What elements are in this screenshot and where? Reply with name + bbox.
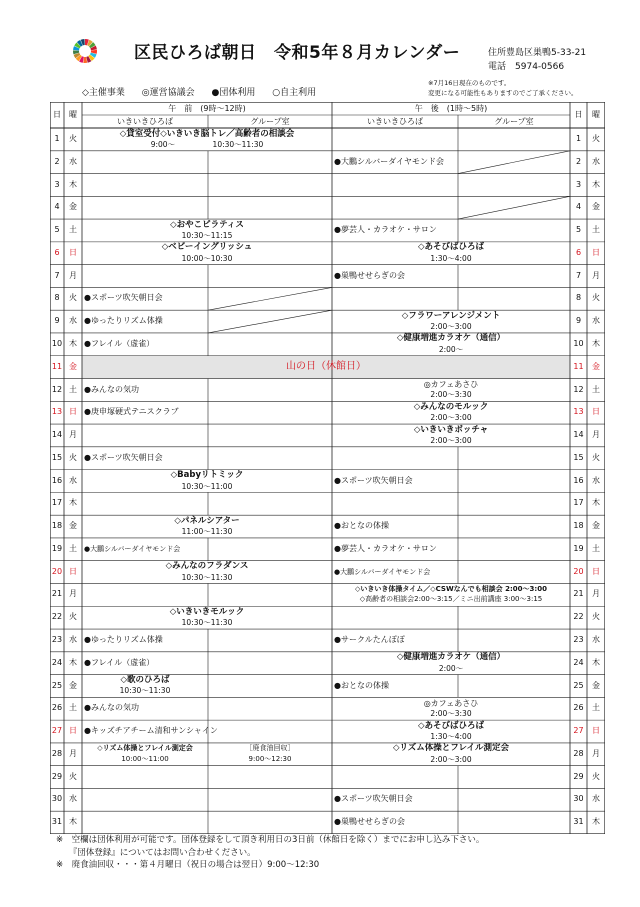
event-title: ◇あそびばひろば bbox=[417, 720, 485, 731]
event-time: 10:00～10:30 bbox=[181, 253, 233, 263]
day-number-right: 12 bbox=[573, 384, 584, 394]
header-pm-group: グループ室 bbox=[494, 117, 534, 126]
event-title: ●巣鴨せせらぎの会 bbox=[334, 270, 405, 280]
day-number: 25 bbox=[51, 680, 63, 690]
event-title: ◇ベビーイングリッシュ bbox=[161, 242, 253, 253]
page-title: 区民ひろば朝日 令和5年８月カレンダー bbox=[134, 43, 461, 63]
event-time: 11:00～11:30 bbox=[181, 527, 233, 537]
event-title: ●夢芸人・カラオケ・サロン bbox=[334, 225, 437, 235]
weekday: 金 bbox=[69, 521, 77, 531]
day-number: 17 bbox=[51, 498, 63, 508]
event-title: ●スポーツ吹矢朝日会 bbox=[84, 452, 163, 462]
legend-item-group: ●団体利用 bbox=[211, 88, 256, 98]
note-line: ※7月16日現在のものです。 bbox=[428, 79, 511, 87]
event-time: 10:30～11:30 bbox=[181, 572, 233, 582]
event-title: ◇歌のひろば bbox=[120, 675, 170, 686]
day-number-right: 29 bbox=[573, 771, 584, 781]
event-title: ◇健康増進カラオケ（通信） bbox=[396, 652, 506, 663]
event-title: ◇パネルシアター bbox=[174, 515, 240, 526]
weekday-right: 土 bbox=[592, 703, 600, 713]
header-am: 午 前 (9時～12時) bbox=[168, 104, 246, 113]
event-time: 9:00～ 10:30～11:30 bbox=[150, 139, 264, 149]
day-number: 14 bbox=[51, 430, 63, 440]
event-time: 10:30～11:15 bbox=[181, 230, 233, 240]
day-number: 10 bbox=[51, 338, 63, 348]
event-title: ●庚申塚硬式テニスクラブ bbox=[84, 407, 179, 417]
weekday: 水 bbox=[69, 316, 77, 326]
day-number-right: 30 bbox=[573, 794, 584, 804]
weekday-right: 火 bbox=[592, 771, 600, 781]
weekday: 金 bbox=[69, 202, 77, 212]
day-number-right: 3 bbox=[575, 179, 582, 189]
event-time: 2:00～3:00 bbox=[430, 413, 472, 423]
event-title: ◇フラワーアレンジメント bbox=[401, 310, 501, 321]
weekday-right: 月 bbox=[592, 748, 600, 758]
phone-number: 5974-0566 bbox=[515, 62, 565, 72]
note-line: 変更になる可能性もありますのでご了承ください。 bbox=[428, 89, 578, 97]
day-number-right: 31 bbox=[573, 817, 584, 827]
day-number-right: 7 bbox=[575, 270, 582, 280]
day-number: 13 bbox=[51, 407, 63, 417]
event-title: ●フレイル（虚雀） bbox=[84, 657, 155, 667]
day-number-right: 16 bbox=[573, 475, 584, 485]
day-number: 18 bbox=[51, 521, 63, 531]
footer-notes bbox=[56, 834, 484, 872]
weekday-right: 木 bbox=[592, 498, 600, 508]
event-title: ●サークルたんぽぽ bbox=[334, 635, 405, 645]
day-number-right: 23 bbox=[573, 635, 584, 645]
weekday: 金 bbox=[69, 680, 77, 690]
weekday-right: 日 bbox=[592, 247, 600, 257]
weekday-right: 金 bbox=[592, 521, 600, 531]
address-text: 住所豊島区巣鴨5-33-21 bbox=[488, 48, 587, 58]
event-time: 10:30～11:00 bbox=[181, 481, 233, 491]
event-time: 2:00～3:00 bbox=[430, 754, 472, 764]
weekday-right: 火 bbox=[592, 452, 600, 462]
day-number-right: 2 bbox=[575, 156, 582, 166]
weekday: 月 bbox=[69, 589, 77, 599]
event-title: ◇おやこピラティス bbox=[170, 219, 244, 230]
header-am-group: グループ室 bbox=[250, 117, 290, 126]
day-number: 15 bbox=[51, 452, 63, 462]
day-number-right: 14 bbox=[573, 430, 584, 440]
event-title: ◇みんなのフラダンス bbox=[165, 561, 249, 572]
weekday-right: 土 bbox=[592, 225, 600, 235]
footer-note: ※ 廃食油回収・・・第４月曜日（祝日の場合は翌日）9:00～12:30 bbox=[56, 860, 320, 870]
event-time: 2:00～3:30 bbox=[430, 390, 472, 400]
event-title: ◎カフェあさひ bbox=[423, 380, 479, 390]
weekday-right: 月 bbox=[592, 430, 600, 440]
legend-item-council: ◎運営協議会 bbox=[141, 88, 195, 98]
weekday-right: 水 bbox=[592, 635, 600, 645]
event-title: ●スポーツ吹矢朝日会 bbox=[334, 475, 413, 485]
weekday: 月 bbox=[69, 430, 77, 440]
header-day: 日 bbox=[53, 110, 61, 119]
day-number-right: 11 bbox=[573, 361, 584, 371]
weekday-right: 土 bbox=[592, 543, 600, 553]
day-number-right: 26 bbox=[573, 703, 584, 713]
day-number-right: 22 bbox=[573, 612, 584, 622]
day-number: 4 bbox=[54, 202, 60, 212]
header-weekday-right: 曜 bbox=[592, 110, 600, 119]
event-time: 2:00～ bbox=[438, 344, 464, 354]
weekday: 水 bbox=[69, 794, 77, 804]
day-number-right: 10 bbox=[573, 338, 584, 348]
weekday-right: 金 bbox=[592, 202, 600, 212]
day-number: 30 bbox=[51, 794, 63, 804]
weekday: 金 bbox=[69, 361, 77, 371]
weekday: 土 bbox=[69, 543, 77, 553]
event-time: 10:30～11:30 bbox=[119, 686, 171, 696]
day-number-right: 6 bbox=[575, 247, 582, 257]
weekday-right: 日 bbox=[592, 726, 600, 736]
event-title: ●みんなの気功 bbox=[84, 703, 139, 713]
event-time: 2:00～3:30 bbox=[430, 709, 472, 719]
event-title: ◇いきいきモルック bbox=[169, 606, 245, 617]
day-number: 31 bbox=[51, 817, 63, 827]
weekday-right: 水 bbox=[592, 316, 600, 326]
weekday-right: 水 bbox=[592, 794, 600, 804]
event-time: 10:00～11:00 bbox=[121, 754, 169, 763]
event-title: ●巣鴨せせらぎの会 bbox=[334, 817, 405, 827]
day-number: 2 bbox=[54, 156, 60, 166]
legend-item-self: ○自主利用 bbox=[272, 88, 317, 98]
weekday-right: 日 bbox=[592, 407, 600, 417]
day-number: 6 bbox=[54, 247, 60, 257]
weekday: 土 bbox=[69, 225, 77, 235]
day-number-right: 27 bbox=[573, 726, 584, 736]
header-am-ikiiki: いきいきひろば bbox=[117, 117, 173, 126]
weekday-right: 月 bbox=[592, 270, 600, 280]
weekday: 日 bbox=[69, 247, 77, 257]
event-title: ◇貸室受付◇いきいき脳トレ／高齢者の相談会 bbox=[119, 128, 295, 139]
weekday: 水 bbox=[69, 475, 77, 485]
event-title: ◇いきいきボッチャ bbox=[413, 424, 489, 435]
holiday-label: 山の日（休館日） bbox=[286, 360, 366, 372]
event-time: 2:00～3:00 bbox=[430, 435, 472, 445]
event-title: ◇いきいき体操タイム／◇CSWなんでも相談会 2:00～3:00 bbox=[355, 584, 547, 593]
event-time: 2:00～3:00 bbox=[430, 322, 472, 332]
event-time: 9:00～12:30 bbox=[248, 754, 292, 763]
day-number-right: 19 bbox=[573, 543, 584, 553]
weekday: 木 bbox=[69, 498, 77, 508]
update-note bbox=[428, 78, 578, 98]
weekday: 月 bbox=[69, 270, 77, 280]
day-number: 16 bbox=[51, 475, 63, 485]
weekday-right: 土 bbox=[592, 384, 600, 394]
weekday-right: 月 bbox=[592, 589, 600, 599]
weekday-right: 木 bbox=[592, 179, 600, 189]
event-title: ◇リズム体操とフレイル測定会 bbox=[97, 744, 193, 753]
day-number: 8 bbox=[54, 293, 60, 303]
day-number-right: 28 bbox=[573, 748, 584, 758]
weekday-right: 水 bbox=[592, 156, 600, 166]
weekday: 土 bbox=[69, 703, 77, 713]
event-title: ◇みんなのモルック bbox=[413, 401, 489, 412]
event-title: ●ゆったりリズム体操 bbox=[84, 316, 163, 326]
day-number: 19 bbox=[51, 543, 63, 553]
legend-item-sponsored: ◇主催事業 bbox=[82, 88, 125, 98]
day-number: 7 bbox=[54, 270, 60, 280]
weekday: 火 bbox=[69, 134, 77, 143]
day-number-right: 4 bbox=[575, 202, 582, 212]
weekday-right: 金 bbox=[592, 680, 600, 690]
day-number-right: 13 bbox=[573, 407, 584, 417]
day-number: 26 bbox=[51, 703, 63, 713]
event-time: ◇高齢者の相談会2:00～3:15／ミニ出前講座 3:00～3:15 bbox=[359, 595, 543, 604]
day-number-right: 21 bbox=[573, 589, 584, 599]
facility-address bbox=[488, 46, 586, 74]
day-number: 24 bbox=[51, 657, 63, 667]
weekday: 水 bbox=[69, 635, 77, 645]
event-time: 2:00～ bbox=[438, 663, 464, 673]
event-title: ●夢芸人・カラオケ・サロン bbox=[334, 543, 437, 553]
weekday: 月 bbox=[69, 748, 77, 758]
day-number: 22 bbox=[51, 612, 63, 622]
day-number: 27 bbox=[51, 726, 63, 736]
event-title: ●大鵬シルバーダイヤモンド会 bbox=[84, 544, 181, 553]
event-time: 1:30～4:00 bbox=[430, 253, 472, 263]
weekday-right: 金 bbox=[592, 361, 600, 371]
event-title: ●キッズチアチーム清和サンシャイン bbox=[84, 726, 218, 736]
footer-note: ※ 空欄は団体利用が可能です。団体登録をして頂き利用日の3日前（休館日を除く）までにお申し込み下さい。 bbox=[56, 835, 485, 845]
phone-line bbox=[488, 60, 586, 74]
weekday-right: 日 bbox=[592, 566, 600, 576]
day-number-right: 17 bbox=[573, 498, 584, 508]
weekday-right: 火 bbox=[592, 293, 600, 303]
weekday: 火 bbox=[69, 293, 77, 303]
event-title: ●大鵬シルバーダイヤモンド会 bbox=[334, 156, 445, 166]
day-number: 12 bbox=[51, 384, 63, 394]
weekday: 木 bbox=[69, 179, 77, 189]
header-weekday: 曜 bbox=[69, 110, 77, 119]
event-title: ●フレイル（虚雀） bbox=[84, 338, 155, 348]
day-number: 20 bbox=[51, 566, 63, 576]
footer-note: 『団体登録』についてはお問い合わせください。 bbox=[56, 847, 256, 858]
day-number-right: 20 bbox=[573, 566, 584, 576]
event-title: ●ゆったりリズム体操 bbox=[84, 635, 163, 645]
event-title: ◇健康増進カラオケ（通信） bbox=[396, 333, 506, 344]
weekday: 火 bbox=[69, 771, 77, 781]
day-number: 1 bbox=[54, 134, 60, 143]
day-number-right: 25 bbox=[573, 680, 584, 690]
day-number: 9 bbox=[54, 316, 60, 326]
event-title: ●スポーツ吹矢朝日会 bbox=[334, 794, 413, 804]
day-number-right: 18 bbox=[573, 521, 584, 531]
event-title: ●おとなの体操 bbox=[334, 680, 389, 690]
weekday-right: 水 bbox=[592, 475, 600, 485]
day-number: 23 bbox=[51, 635, 63, 645]
event-time: 1:30～4:00 bbox=[430, 732, 472, 742]
header-day-right: 日 bbox=[574, 110, 583, 119]
weekday: 火 bbox=[69, 452, 77, 462]
event-title: ◎カフェあさひ bbox=[423, 698, 479, 708]
header-pm-ikiiki: いきいきひろば bbox=[367, 117, 423, 126]
weekday: 火 bbox=[69, 612, 77, 622]
event-title: ［廃食油回収］ bbox=[245, 744, 295, 753]
weekday-right: 木 bbox=[592, 657, 600, 667]
legend bbox=[82, 85, 330, 98]
weekday-right: 木 bbox=[592, 338, 600, 348]
weekday: 日 bbox=[69, 407, 77, 417]
phone-label: 電話 bbox=[488, 62, 507, 72]
page-header bbox=[0, 0, 640, 110]
day-number-right: 5 bbox=[575, 225, 582, 235]
weekday: 水 bbox=[69, 156, 77, 166]
weekday: 木 bbox=[69, 338, 77, 348]
calendar-table bbox=[50, 102, 605, 838]
weekday-right: 火 bbox=[592, 134, 600, 143]
weekday: 木 bbox=[69, 817, 77, 827]
weekday: 木 bbox=[69, 657, 77, 667]
event-title: ◇Babyリトミック bbox=[170, 470, 244, 481]
sdgs-wheel-icon bbox=[72, 38, 98, 64]
event-title: ●スポーツ吹矢朝日会 bbox=[84, 293, 163, 303]
day-number-right: 24 bbox=[573, 657, 584, 667]
day-number: 29 bbox=[51, 771, 63, 781]
header-pm: 午 後 (1時～5時) bbox=[414, 104, 488, 113]
event-title: ◇リズム体操とフレイル測定会 bbox=[392, 743, 510, 754]
weekday-right: 木 bbox=[592, 817, 600, 827]
day-number-right: 15 bbox=[573, 452, 584, 462]
day-number-right: 9 bbox=[575, 316, 582, 326]
weekday: 日 bbox=[69, 726, 77, 736]
weekday-right: 火 bbox=[592, 612, 600, 622]
day-number: 28 bbox=[51, 748, 63, 758]
event-time: 10:30～11:30 bbox=[181, 618, 233, 628]
event-title: ●みんなの気功 bbox=[84, 384, 139, 394]
day-number: 11 bbox=[51, 361, 63, 371]
day-number: 5 bbox=[54, 225, 60, 235]
event-title: ●おとなの体操 bbox=[334, 521, 389, 531]
day-number: 3 bbox=[54, 179, 60, 189]
day-number: 21 bbox=[51, 589, 63, 599]
weekday: 日 bbox=[69, 566, 77, 576]
weekday: 土 bbox=[69, 384, 77, 394]
day-number-right: 1 bbox=[575, 134, 582, 143]
event-title: ◇あそびばひろば bbox=[417, 242, 485, 253]
event-title: ●大鵬シルバーダイヤモンド会 bbox=[334, 567, 431, 576]
day-number-right: 8 bbox=[575, 293, 582, 303]
